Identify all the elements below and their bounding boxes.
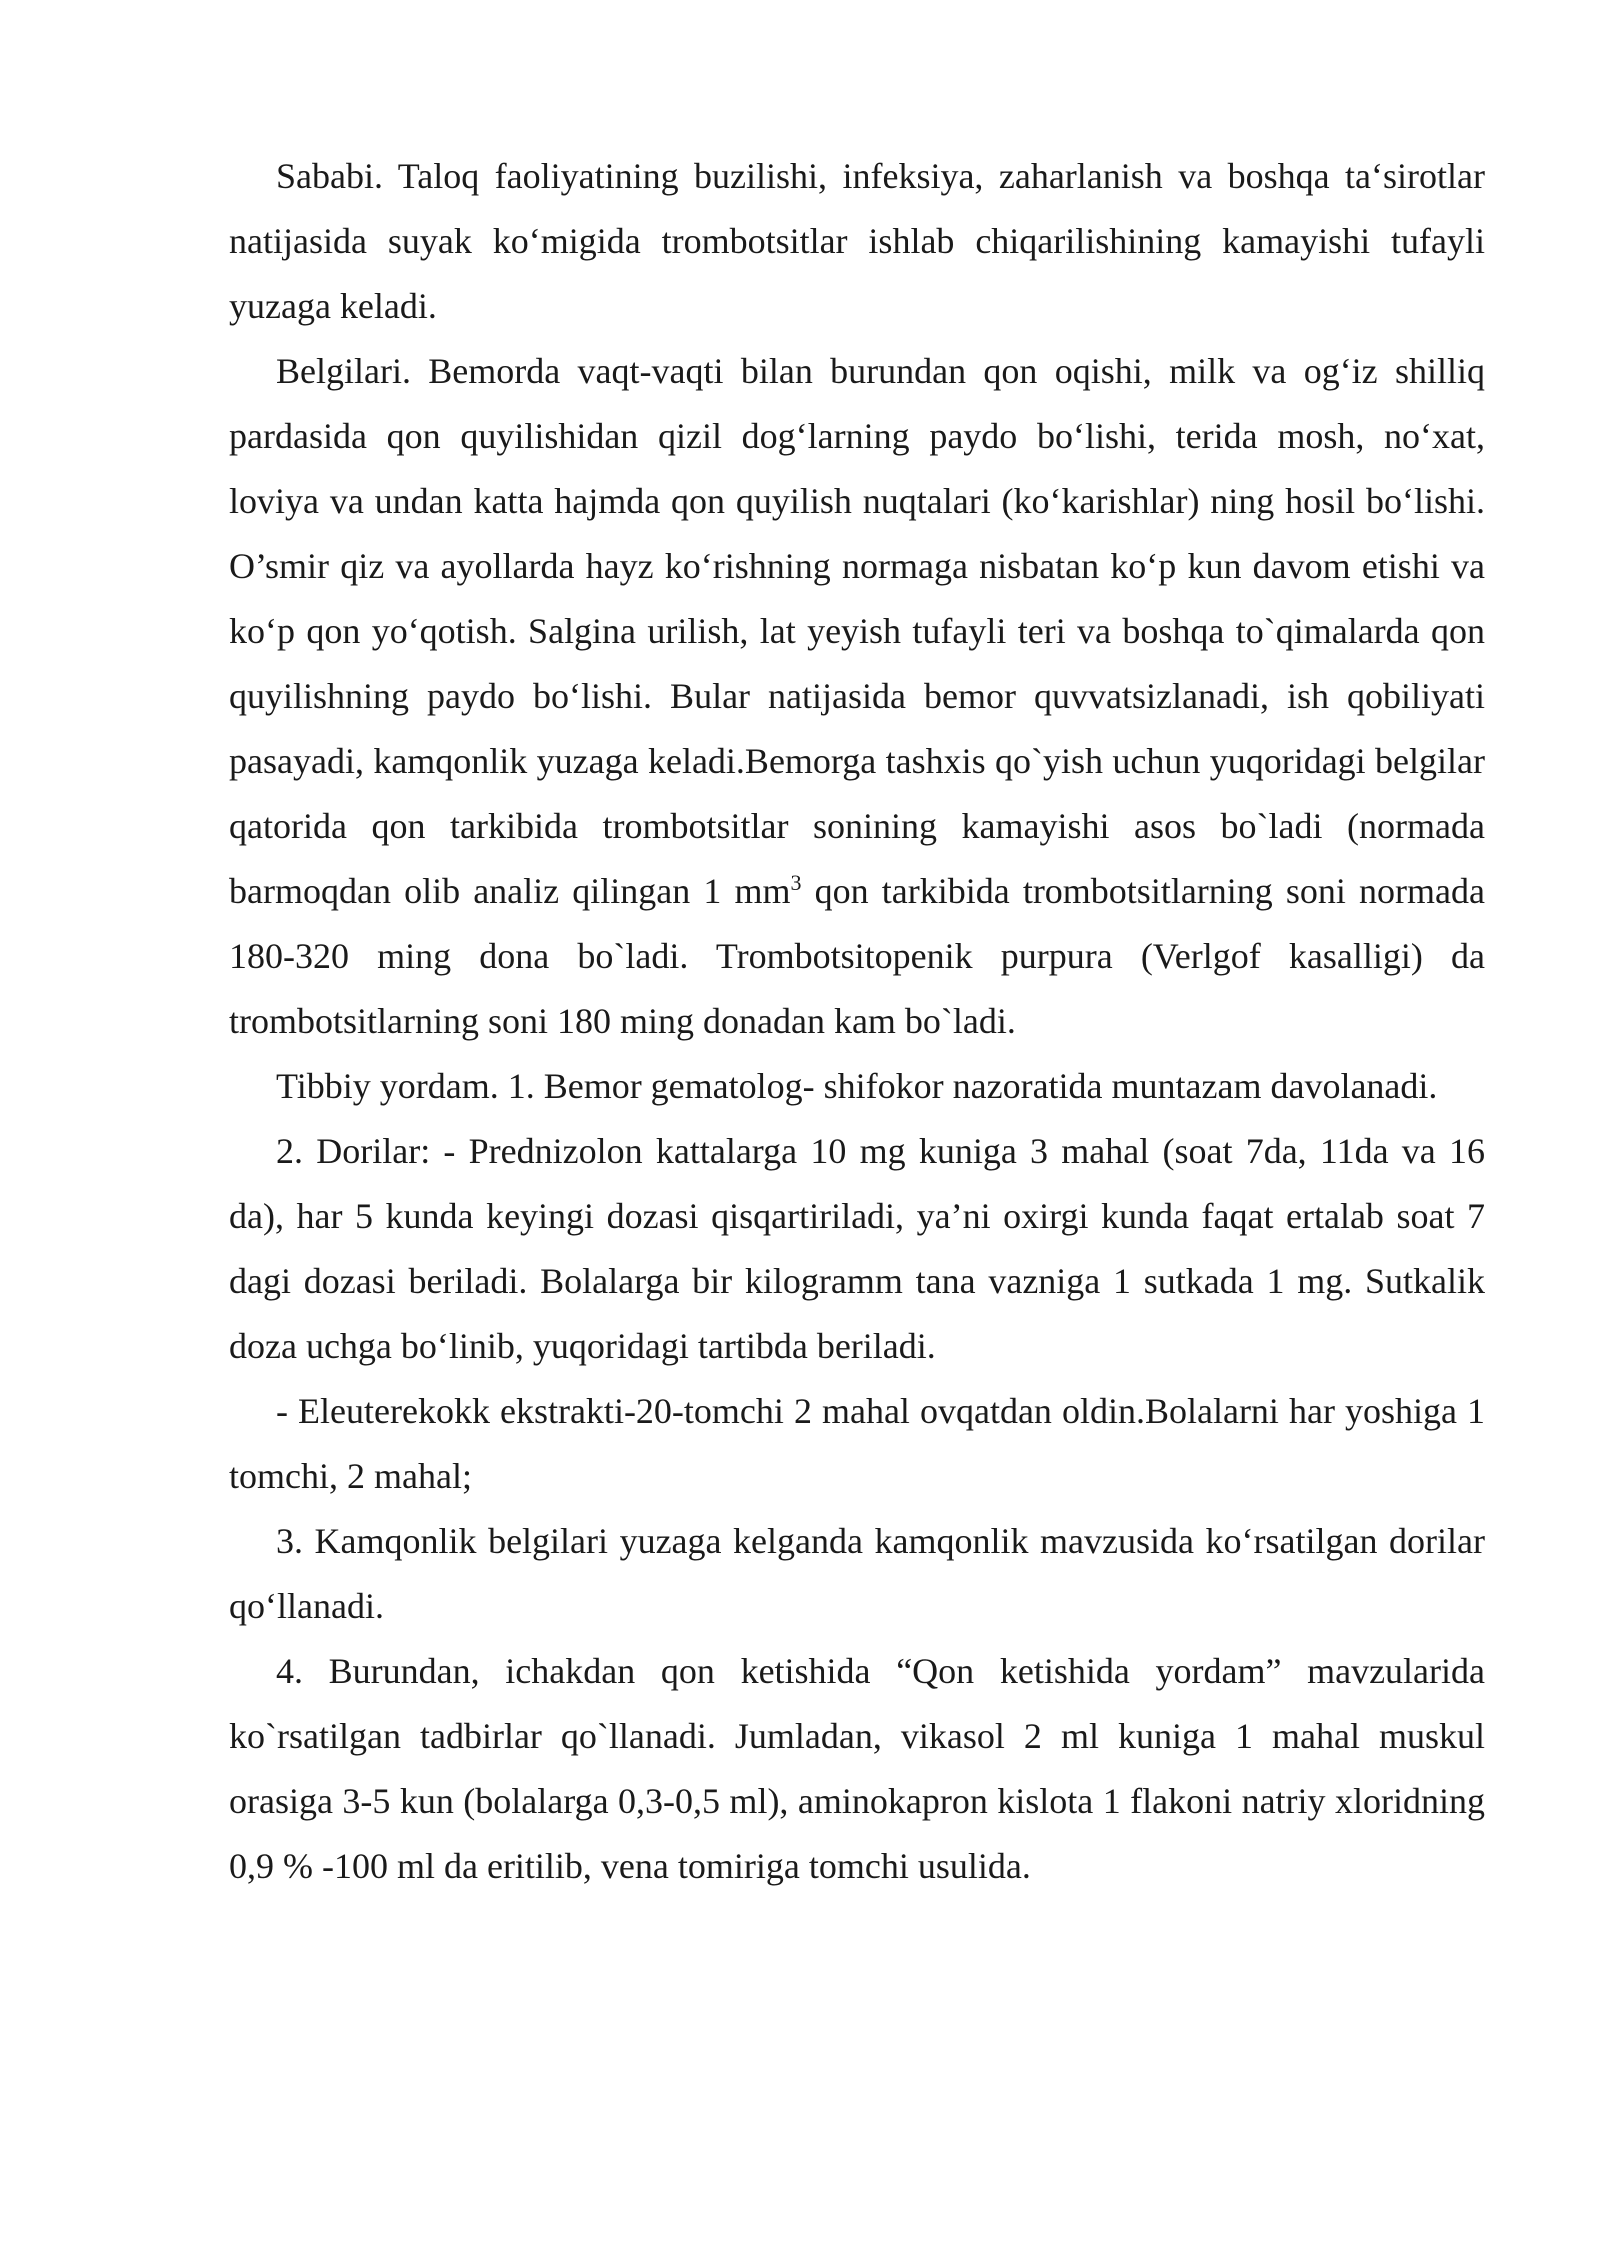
paragraph-eleuterekokk: - Eleuterekokk ekstrakti-20-tomchi 2 mahal ovqatdan oldin.Bolalarni har yoshiga 1 tomchi, 2 mahal; — [229, 1391, 1485, 1496]
paragraph-kamqonlik: 3. Kamqonlik belgilari yuzaga kelganda kamqonlik mavzusida ko‘rsatilgan dorilar qo‘llanadi. — [229, 1521, 1485, 1626]
document-page — [229, 144, 1485, 1899]
paragraph-sababi: Sababi. Taloq faoliyatining buzilishi, infeksiya, zaharlanish va boshqa ta‘sirotlar natijasida suyak ko‘migida trombotsitlar ishlab chiqarilishining kamayishi tufayli yuzaga keladi. — [229, 156, 1485, 326]
paragraph-belgilari-text-continued: qon tarkibida trombotsitlarning soni normada 180-320 ming dona bo`ladi. Trombotsitopenik purpura (Verlgof kasalligi) da trombotsitlarning soni 180 ming donadan kam bo`ladi. — [229, 871, 1485, 1041]
paragraph-belgilari-text: Belgilari. Bemorda vaqt-vaqti bilan burundan qon oqishi, milk va og‘iz shilliq pardasida qon quyilishidan qizil dog‘larning paydo bo‘lishi, terida mosh, no‘xat, loviya va undan katta hajmda qon quyilish nuqtalari (ko‘karishlar) ning hosil bo‘lishi. O’smir qiz va ayollarda hayz ko‘rishning normaga nisbatan ko‘p kun davom etishi va ko‘p qon yo‘qotish. Salgina urilish, lat yeyish tufayli teri va boshqa to`qimalarda qon quyilishning paydo bo‘lishi. Bular natijasida bemor quvvatsizlanadi, ish qobiliyati pasayadi, kamqonlik yuzaga keladi.Bemorga tashxis qo`yish uchun yuqoridagi belgilar qatorida qon tarkibida trombotsitlar sonining kamayishi asos bo`ladi (normada barmoqdan olib analiz qilingan 1 mm — [229, 351, 1485, 911]
paragraph-tibbiy-yordam: Tibbiy yordam. 1. Bemor gematolog- shifokor nazoratida muntazam davolanadi. — [276, 1066, 1438, 1106]
paragraph-dorilar: 2. Dorilar: - Prednizolon kattalarga 10 mg kuniga 3 mahal (soat 7da, 11da va 16 da), har 5 kunda keyingi dozasi qisqartiriladi, ya’ni oxirgi kunda faqat ertalab soat 7 dagi dozasi beriladi. Bolalarga bir kilogramm tana vazniga 1 sutkada 1 mg. Sutkalik doza uchga bo‘linib, yuqoridagi tartibda beriladi. — [229, 1131, 1485, 1366]
paragraph-burundan: 4. Burundan, ichakdan qon ketishida “Qon ketishida yordam” mavzularida ko`rsatilgan tadbirlar qo`llanadi. Jumladan, vikasol 2 ml kuniga 1 mahal muskul orasiga 3-5 kun (bolalarga 0,3-0,5 ml), aminokapron kislota 1 flakoni natriy xloridning 0,9 % -100 ml da eritilib, vena tomiriga tomchi usulida. — [229, 1651, 1485, 1886]
superscript-cubed: 3 — [790, 870, 802, 895]
paragraph-belgilari — [229, 339, 1485, 1054]
